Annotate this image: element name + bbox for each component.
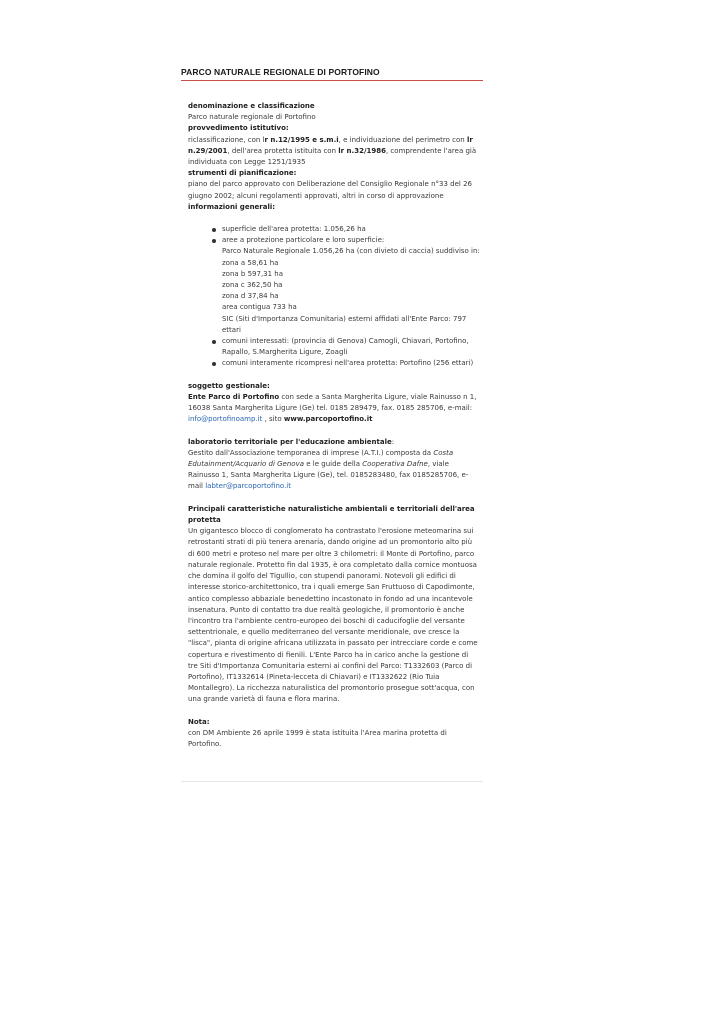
list-item: aree a protezione particolare e loro superficie: Parco Naturale Regionale 1.056,26 ha (con divieto di caccia) suddiviso in: zona a 58,61 ha zona b 597,31 ha zona c 362,50 ha zona d 37,84 ha area contigua 733 ha SIC (Siti d'Importanza Comunitaria) esterni affidati all'Ente Parco: 797 ettari bbox=[222, 235, 480, 336]
nota-heading: Nota: bbox=[188, 717, 210, 726]
law-reference: r n.12/1995 e s.m.i bbox=[264, 135, 339, 144]
strumenti-text: piano del parco approvato con Deliberazione del Consiglio Regionale n°33 del 26 giugno 2002; alcuni regolamenti approvati, altri in corso di approvazione bbox=[188, 180, 472, 200]
laboratorio-text: Gestito dall'Associazione temporanea di imprese (A.T.I.) composta da Costa Edutainment/Acquario di Genova e le guide della Cooperativa Dafne, viale Rainusso 1, Santa Margherita Ligure (Ge), tel. 0185283480, fax 0185285706, e-mail labter@parcoportofino.it bbox=[188, 448, 469, 491]
denominazione-value: Parco naturale regionale di Portofino bbox=[188, 113, 316, 122]
website-text: www.parcoportofino.it bbox=[283, 415, 373, 424]
nota-text: con DM Ambiente 26 aprile 1999 è stata istituita l'Area marina protetta di Portofino. bbox=[188, 728, 447, 749]
list-item: comuni interessati: (provincia di Genova) Camogli, Chiavari, Portofino, Rapallo, S.Margherita Ligure, Zoagli bbox=[222, 336, 480, 358]
caratteristiche-heading: Principali caratteristiche naturalistiche ambientali e territoriali dell'area protetta bbox=[188, 504, 475, 525]
footer-divider bbox=[181, 781, 483, 782]
list-item: superficie dell'area protetta: 1.056,26 ha bbox=[222, 224, 480, 235]
info-list bbox=[188, 224, 480, 370]
strumenti-heading: strumenti di pianificazione: bbox=[188, 169, 297, 178]
email-link[interactable]: labter@parcoportofino.it bbox=[205, 482, 291, 491]
page-title: PARCO NATURALE REGIONALE DI PORTOFINO bbox=[181, 67, 483, 81]
provvedimento-text: riclassificazione, con lr n.12/1995 e s.m.i, e individuazione del perimetro con lr n.29/2001, dell'area protetta istituita con lr n.32/1986, comprendente l'area già individuata con Legge 1251/1935 bbox=[188, 135, 477, 167]
denominazione-heading: denominazione e classificazione bbox=[188, 102, 315, 110]
ente-name: Ente Parco di Portofino bbox=[188, 392, 280, 401]
informazioni-heading: informazioni generali: bbox=[188, 202, 276, 211]
law-reference: lr n.29/2001 bbox=[188, 135, 473, 155]
laboratorio-heading: laboratorio territoriale per l'educazione ambientale: bbox=[188, 437, 395, 446]
soggetto-text: Ente Parco di Portofino con sede a Santa Margherita Ligure, viale Rainusso n 1, 16038 Santa Margherita Ligure (Ge) tel. 0185 289479, fax. 0185 285706, e-mail: info@portofinoamp.it , sito www.parcoportofino.it bbox=[188, 392, 477, 424]
caratteristiche-text: Un gigantesco blocco di conglomerato ha contrastato l'erosione meteomarina sui retrostanti strati di più tenera arenaria, dando origine ad un promontorio alto più di 600 metri e proteso nel mare per oltre 3 chilometri: il Monte di Portofino, parco naturale regionale. Protetto fin dal 1935, è ora completato dalla cornice montuosa che domina il golfo del Tigullio, con stupendi panorami. Notevoli gli edifici di interesse storico-architettonico, tra i quali emerge San Fruttuoso di Capodimonte, antico complesso abbaziale benedettino incastonato in fondo ad una incantevole insenatura. Punto di contatto tra due realtà geologiche, il promontorio è anche l'incontro tra l'ambiente centro-europeo dei boschi di caducifoglie del versante settentrionale, e quello mediterraneo del versante meridionale, ove cresce la "lisca", pianta di origine africana utilizzata in passato per intrecciare corde e come copertura e rivestimento di fienili. L'Ente Parco ha in carico anche la gestione di tre Siti d'Importanza Comunitaria esterni ai confini del Parco: T1332603 (Parco di Portofino), IT1332614 (Pineta-lecceta di Chiavari) e IT1332622 (Rio Tuia Montallegro). La ricchezza naturalistica del promontorio prosegue sott'acqua, con una grande varietà di fauna e flora marina. bbox=[188, 527, 478, 704]
document-body bbox=[188, 101, 480, 750]
list-item: comuni interamente ricompresi nell'area protetta: Portofino (256 ettari) bbox=[222, 358, 480, 369]
provvedimento-heading: provvedimento istitutivo: bbox=[188, 124, 289, 133]
email-link[interactable]: info@portofinoamp.it bbox=[188, 415, 263, 424]
soggetto-heading: soggetto gestionale: bbox=[188, 381, 270, 390]
law-reference: lr n.32/1986 bbox=[338, 146, 386, 155]
